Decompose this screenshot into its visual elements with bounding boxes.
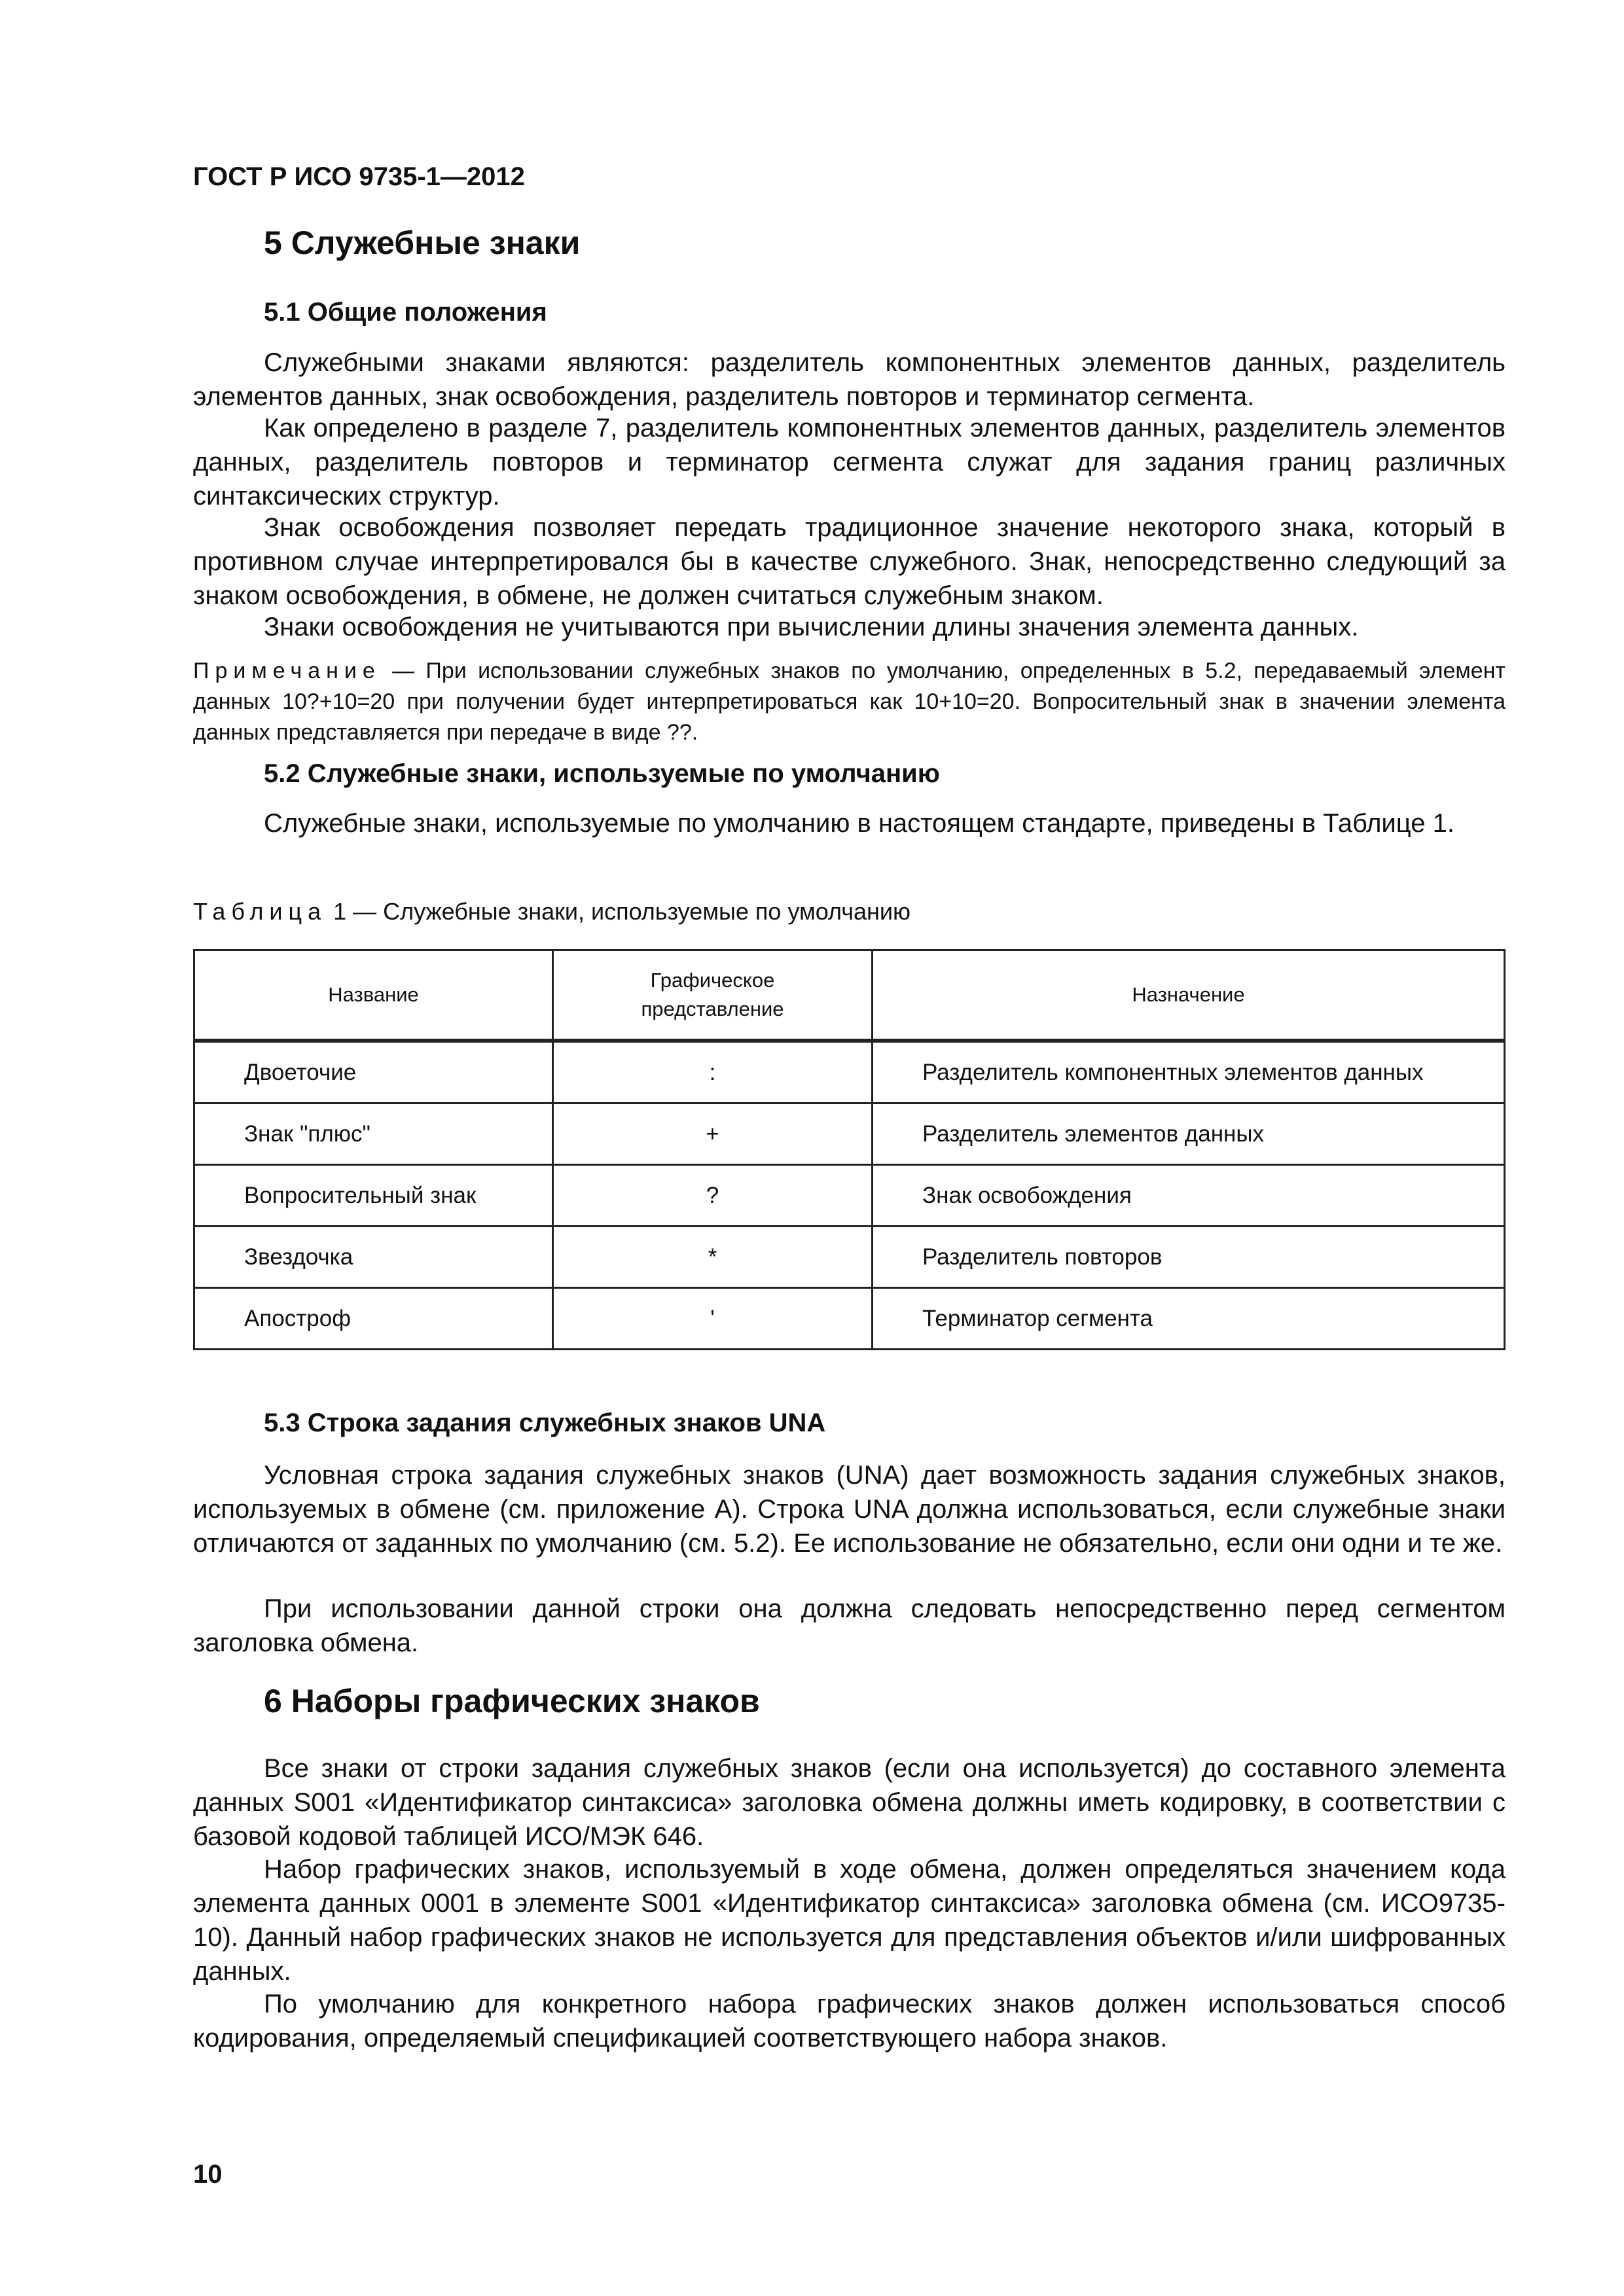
paragraph: Все знаки от строки задания служебных знаков (если она используется) до составного элемента данных S001 «Идентификатор синтаксиса» заголовка обмена должны иметь кодировку, в соответствии с базовой кодовой таблицей ИСО/МЭК 646.	[193, 1754, 1506, 1851]
section-5-title: 5 Служебные знаки	[264, 224, 581, 261]
paragraph: Служебными знаками являются: разделитель компонентных элементов данных, разделитель элементов данных, знак освобождения, разделитель повторов и терминатор сегмента.	[193, 348, 1506, 411]
cell-name: Вопросительный знак	[194, 1165, 553, 1227]
cell-purpose: Разделитель компонентных элементов данных	[873, 1041, 1505, 1103]
table-header-row	[194, 950, 1505, 1041]
column-header-purpose: Назначение	[873, 950, 1505, 1041]
table-row	[194, 1227, 1505, 1288]
cell-name: Знак "плюс"	[194, 1103, 553, 1165]
paragraph: Набор графических знаков, используемый в ходе обмена, должен определяться значением кода элемента данных 0001 в элементе S001 «Идентификатор синтаксиса» заголовка обмена (см. ИСО9735-10). Данный набор графических знаков не используется для представления объектов и/или шифрованных данных.	[193, 1855, 1506, 1986]
paragraph: При использовании данной строки она должна следовать непосредственно перед сегментом заголовка обмена.	[193, 1594, 1506, 1657]
paragraph: Как определено в разделе 7, разделитель компонентных элементов данных, разделитель элементов данных, разделитель повторов и терминатор сегмента служат для задания границ различных синтаксических структур.	[193, 414, 1506, 511]
cell-purpose: Разделитель повторов	[873, 1227, 1505, 1288]
document-code: ГОСТ Р ИСО 9735-1—2012	[193, 162, 525, 191]
cell-name: Апостроф	[194, 1288, 553, 1350]
section-5-2-title: 5.2 Служебные знаки, используемые по умолчанию	[264, 759, 940, 788]
cell-purpose: Терминатор сегмента	[873, 1288, 1505, 1350]
paragraph: По умолчанию для конкретного набора графических знаков должен использоваться способ кодирования, определяемый спецификацией соответствующего набора знаков.	[193, 1990, 1506, 2053]
cell-symbol: :	[553, 1041, 873, 1103]
paragraph: Знаки освобождения не учитываются при вычислении длины значения элемента данных.	[264, 613, 1359, 641]
note	[193, 656, 1506, 748]
table-caption	[193, 898, 911, 925]
cell-name: Двоеточие	[194, 1041, 553, 1103]
page-number: 10	[193, 2160, 223, 2189]
section-6-title: 6 Наборы графических знаков	[264, 1683, 760, 1719]
table-row	[194, 1288, 1505, 1350]
note-label: Примечание	[193, 658, 381, 683]
cell-symbol: *	[553, 1227, 873, 1288]
note-text: — При использовании служебных знаков по умолчанию, определенных в 5.2, передаваемый элемент данных 10?+10=20 при получении будет интерпретироваться как 10+10=20. Вопросительный знак в значении элемента данных представляется при передаче в виде ??.	[193, 658, 1506, 745]
cell-symbol: +	[553, 1103, 873, 1165]
cell-name: Звездочка	[194, 1227, 553, 1288]
section-5-3-title: 5.3 Строка задания служебных знаков UNA	[264, 1408, 826, 1437]
column-header-name: Название	[194, 950, 553, 1041]
section-5-1-title: 5.1 Общие положения	[264, 298, 547, 327]
cell-purpose: Знак освобождения	[873, 1165, 1505, 1227]
cell-purpose: Разделитель элементов данных	[873, 1103, 1505, 1165]
paragraph: Знак освобождения позволяет передать традиционное значение некоторого знака, который в противном случае интерпретировался бы в качестве служебного. Знак, непосредственно следующий за знаком освобождения, в обмене, не должен считаться служебным знаком.	[193, 513, 1506, 610]
service-characters-table	[193, 949, 1506, 1350]
table-row	[194, 1103, 1505, 1165]
paragraph: Служебные знаки, используемые по умолчанию в настоящем стандарте, приведены в Таблице 1.	[264, 809, 1454, 838]
table-caption-text: 1 — Служебные знаки, используемые по умолчанию	[327, 898, 911, 925]
cell-symbol: ?	[553, 1165, 873, 1227]
column-header-graphic: Графическое представление	[553, 950, 873, 1041]
cell-symbol: '	[553, 1288, 873, 1350]
table-row	[194, 1041, 1505, 1103]
table-caption-label: Таблица	[193, 898, 327, 925]
table-row	[194, 1165, 1505, 1227]
paragraph: Условная строка задания служебных знаков (UNA) дает возможность задания служебных знаков, используемых в обмене (см. приложение А). Строка UNA должна использоваться, если служебные знаки отличаются от заданных по умолчанию (см. 5.2). Ее использование не обязательно, если они одни и те же.	[193, 1461, 1506, 1558]
